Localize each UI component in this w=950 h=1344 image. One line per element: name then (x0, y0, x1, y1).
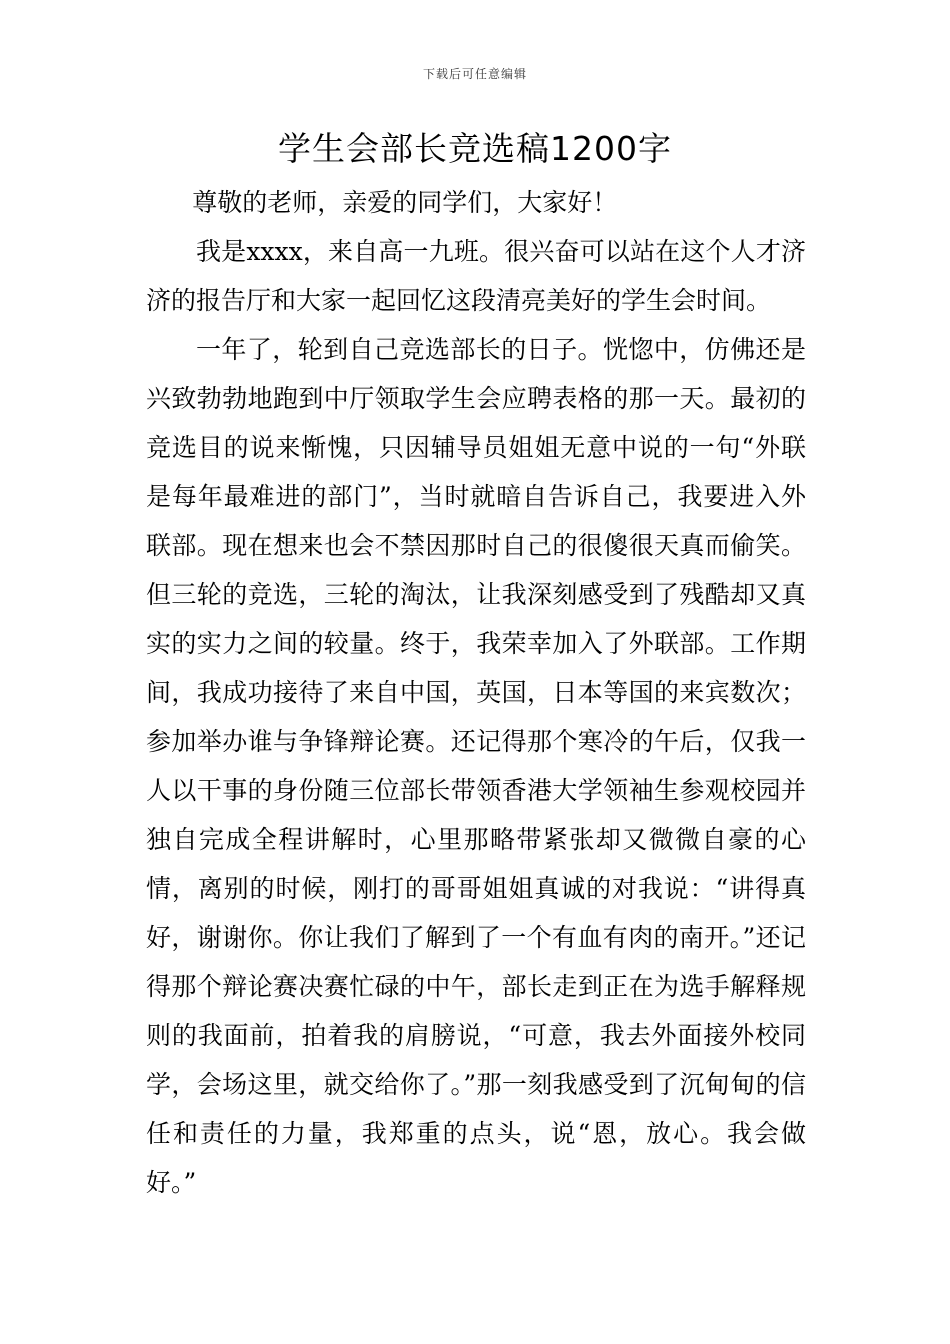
paragraph-experience: 一年了，轮到自己竞选部长的日子。恍惚中，仿佛还是兴致勃勃地跑到中厅领取学生会应聘表格的那一天。最初的竞选目的说来惭愧，只因辅导员姐姐无意中说的一句“外联是每年最难进的部门”，当时就暗自告诉自己，我要进入外联部。现在想来也会不禁因那时自己的很傻很天真而偷笑。但三轮的竞选，三轮的淘汰，让我深刻感受到了残酷却又真实的实力之间的较量。终于，我荣幸加入了外联部。工作期间，我成功接待了来自中国，英国，日本等国的来宾数次；参加举办谁与争锋辩论赛。还记得那个寒冷的午后，仅我一人以干事的身份随三位部长带领香港大学领袖生参观校园并独自完成全程讲解时，心里那略带紧张却又微微自豪的心情，离别的时候，刚打的哥哥姐姐真诚的对我说：“讲得真好，谢谢你。你让我们了解到了一个有血有肉的南开。”还记得那个辩论赛决赛忙碌的中午，部长走到正在为选手解释规则的我面前，拍着我的肩膀说，“可意，我去外面接外校同学，会场这里，就交给你了。”那一刻我感受到了沉甸甸的信任和责任的力量，我郑重的点头，说“恩，放心。我会做好。” (146, 335, 806, 1197)
paragraph-intro: 我是xxxx，来自高一九班。很兴奋可以站在这个人才济济的报告厅和大家一起回忆这段清亮美好的学生会时间。 (146, 237, 806, 315)
document-body (146, 178, 806, 1207)
paragraph-greeting: 尊敬的老师，亲爱的同学们，大家好！ (192, 188, 618, 217)
header-note: 下载后可任意编辑 (422, 67, 527, 81)
document-title: 学生会部长竞选稿1200字 (278, 129, 672, 168)
